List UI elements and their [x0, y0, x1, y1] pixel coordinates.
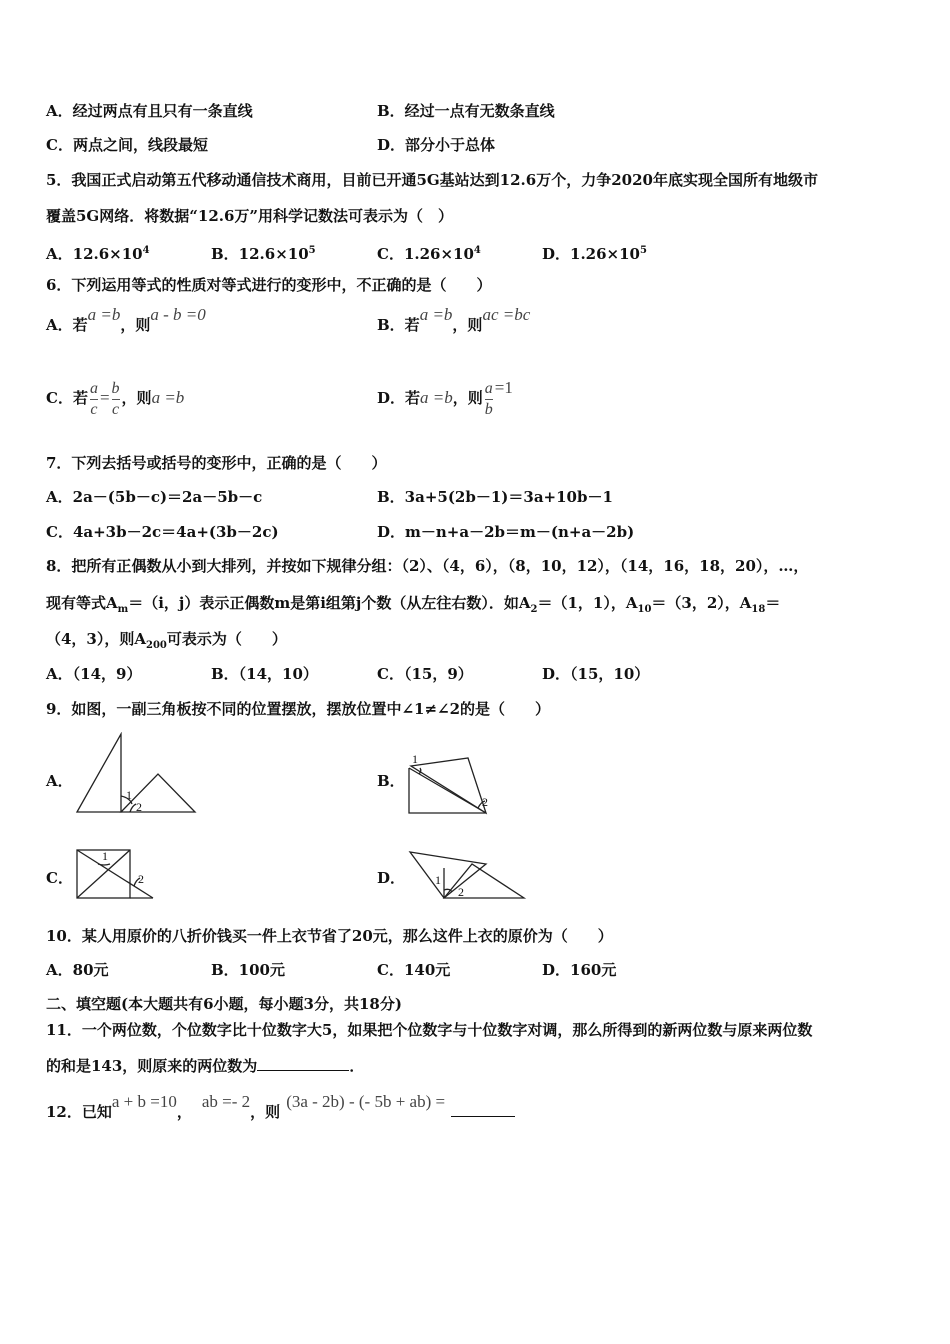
q5-option-d: D．$1.26\times 10^5$ [542, 245, 647, 263]
figure-b [406, 750, 496, 816]
q10-option-b: B．100元 [211, 961, 285, 979]
q8-option-d: D．（15，10） [542, 665, 650, 683]
q9-option-d: D． [377, 869, 406, 887]
q6-stem: 6．下列运用等式的性质对等式进行的变形中，不正确的是（ ） [46, 276, 492, 294]
q12-stem: 12．已知a + b =10，ab =- 2，则(3a - 2b) - (- 5b + ab) = [46, 1103, 515, 1121]
angle-2-label: 2 [482, 795, 488, 809]
q5-stem-line1: 5．我国正式启动第五代移动通信技术商用，目前已开通5G基站达到12.6万个，力争2020年底实现全国所有地级市 [46, 171, 818, 189]
angle-1-label: 1 [126, 788, 132, 802]
q7-stem: 7．下列去括号或括号的变形中，正确的是（ ） [46, 454, 387, 472]
angle-1-label: 1 [435, 873, 441, 887]
q6-option-c: C．若 $\frac{a}{c}$ = $\frac{b}{c}$ ，则a =b [46, 379, 185, 418]
angle-1-label: 1 [412, 752, 418, 766]
q10-option-c: C．140元 [377, 961, 451, 979]
q6-option-b: B．若a =b，则ac =bc [377, 305, 531, 334]
q9-option-a: A． [46, 772, 73, 790]
q6-option-d: D．若a =b，则 $\frac{a}{b}$ =1 [377, 378, 513, 418]
figure-c [74, 846, 158, 901]
q5-stem-line2: 覆盖5G网络．将数据“12.6万”用科学记数法可表示为（ ） [46, 207, 454, 225]
angle-2-label: 2 [136, 800, 142, 814]
q11-stem-line1: 11．一个两位数，个位数字比十位数字大5，如果把个位数字与十位数字对调，那么所得到的新两位数与原来两位数 [46, 1021, 813, 1039]
q8-option-b: B．（14，10） [211, 665, 318, 683]
answer-blank[interactable] [451, 1116, 515, 1117]
q5-option-a: A．$12.6\times 10^4$ [46, 245, 150, 263]
angle-2-label: 2 [138, 872, 144, 886]
q9-option-b: B． [377, 772, 405, 790]
q8-stem-line1: 8．把所有正偶数从小到大排列，并按如下规律分组：（2）、（4，6），（8，10，12），（14，16，18，20），…， [46, 557, 809, 575]
figure-d [406, 848, 528, 902]
q7-option-c: C．4a+3b－2c＝4a+(3b－2c) [46, 523, 279, 541]
q7-option-a: A．2a－(5b－c)＝2a－5b－c [46, 488, 263, 506]
q11-stem-line2: 的和是143，则原来的两位数为 ． [46, 1057, 365, 1075]
angle-1-label: 1 [102, 849, 108, 863]
q5-option-b: B．$12.6\times 10^5$ [211, 245, 316, 263]
q10-option-d: D．160元 [542, 961, 617, 979]
q8-stem-line2: 现有等式$A_m=(i$，j）表示正偶数m是第i组第j个数（从左往右数）．如$A_2=(1$，1），$A_{10}=(3$，2），$A_{18}=$ [46, 594, 781, 615]
q6-option-a: A．若a =b，则a - b =0 [46, 305, 206, 334]
section-heading: 二、填空题(本大题共有6小题，每小题3分，共18分) [46, 995, 402, 1013]
q10-stem: 10．某人用原价的八折价钱买一件上衣节省了20元，那么这件上衣的原价为（ ） [46, 927, 613, 945]
q4-option-d: D．部分小于总体 [377, 136, 496, 154]
q8-stem-line3: （4，3），则$A_{200}$可表示为（ ） [46, 630, 287, 651]
q9-option-c: C． [46, 869, 73, 887]
q4-option-b: B．经过一点有无数条直线 [377, 102, 555, 120]
q8-option-a: A．（14，9） [46, 665, 142, 683]
q8-option-c: C．（15，9） [377, 665, 473, 683]
q7-option-d: D．m－n+a－2b＝m－(n+a－2b) [377, 523, 635, 541]
figure-a [74, 732, 200, 816]
q4-option-c: C．两点之间，线段最短 [46, 136, 208, 154]
q7-option-b: B．3a+5(2b－1)＝3a+10b－1 [377, 488, 613, 506]
q10-option-a: A．80元 [46, 961, 109, 979]
q4-option-a: A．经过两点有且只有一条直线 [46, 102, 253, 120]
q9-stem: 9．如图，一副三角板按不同的位置摆放，摆放位置中∠1≠∠2的是（ ） [46, 700, 551, 718]
answer-blank[interactable] [257, 1070, 349, 1071]
q5-option-c: C．$1.26\times 10^4$ [377, 245, 481, 263]
angle-2-label: 2 [458, 885, 464, 899]
